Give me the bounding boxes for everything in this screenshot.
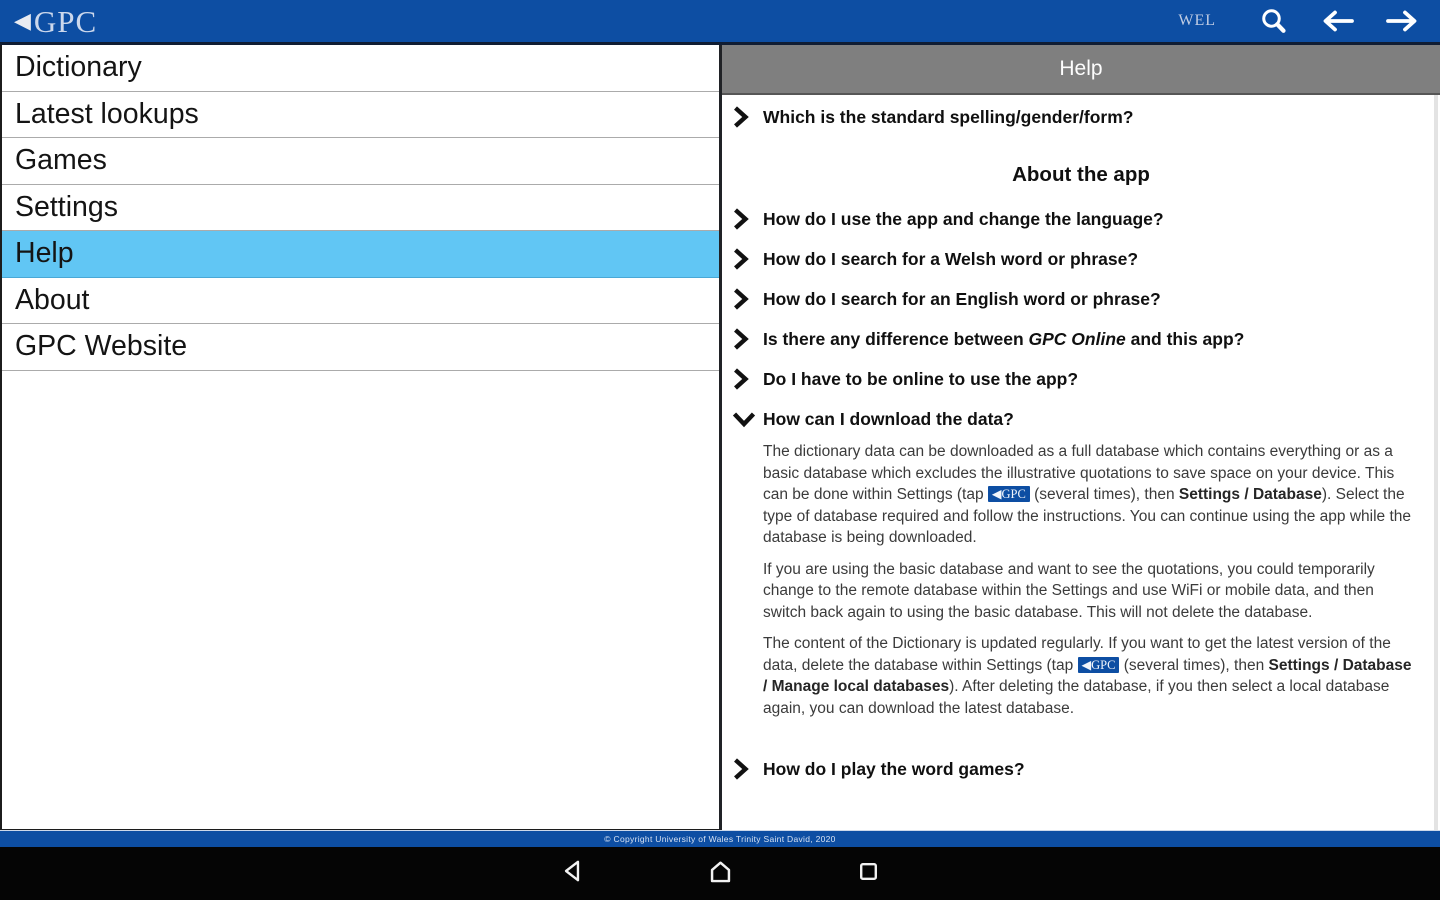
faq-question-text: Do I have to be online to use the app? (763, 368, 1079, 389)
chevron-right-icon (732, 288, 756, 310)
back-button[interactable] (1318, 3, 1358, 39)
faq-question-which-is-the-standard-spelling-gender-form[interactable] (722, 97, 1440, 137)
menu-item-dictionary[interactable] (2, 45, 719, 92)
faq-question-text: Which is the standard spelling/gender/form? (763, 106, 1134, 127)
menu-item-label: About (15, 283, 90, 316)
nav-recents-button[interactable] (853, 859, 883, 889)
faq-answer (763, 441, 1420, 719)
nav-recents-icon (856, 859, 881, 889)
forward-arrow-icon (1384, 8, 1420, 34)
faq-question-how-do-i-use-the-app-and-change-the-language[interactable] (722, 199, 1440, 239)
menu-item-label: Settings (15, 190, 118, 223)
language-toggle-button[interactable]: WEL (1178, 12, 1216, 29)
menu-item-label: Latest lookups (15, 97, 199, 130)
faq-question-do-i-have-to-be-online-to-use-the-app[interactable] (722, 359, 1440, 399)
inline-gpc-badge: ◀GPC (1078, 657, 1120, 673)
menu-item-games[interactable] (2, 138, 719, 185)
faq-question-is-there-any-difference-between-gpc-online-and-this-app[interactable] (722, 319, 1440, 359)
menu-item-latest-lookups[interactable] (2, 92, 719, 139)
android-navigation-bar (0, 847, 1440, 900)
menu-list (2, 45, 719, 371)
copyright-bar (0, 830, 1440, 847)
menu-item-gpc-website[interactable] (2, 324, 719, 371)
menu-item-label: Dictionary (15, 51, 142, 84)
faq-question-how-do-i-search-for-a-welsh-word-or-phrase[interactable] (722, 239, 1440, 279)
help-content (722, 95, 1440, 830)
topbar-button-group (1230, 3, 1422, 39)
search-icon (1259, 6, 1289, 36)
faq-question-how-do-i-search-for-an-english-word-or-phrase[interactable] (722, 279, 1440, 319)
chevron-down-icon (732, 411, 756, 428)
chevron-right-icon (732, 106, 756, 128)
section-heading: About the app (1012, 163, 1150, 186)
menu-item-help[interactable] (2, 231, 719, 278)
search-button[interactable] (1254, 3, 1294, 39)
chevron-right-icon (732, 248, 756, 270)
app-logo-text: GPC (33, 3, 98, 39)
chevron-right-icon (732, 758, 756, 780)
faq-question-text: How do I play the word games? (763, 758, 1025, 779)
scrollbar[interactable] (1434, 95, 1438, 830)
faq-question-text: How do I use the app and change the language? (763, 208, 1164, 229)
back-arrow-icon (1320, 8, 1356, 34)
menu-item-settings[interactable] (2, 185, 719, 232)
faq-question-how-do-i-play-the-word-games[interactable] (722, 749, 1440, 789)
inline-gpc-badge: ◀GPC (988, 486, 1030, 502)
menu-item-label: Help (15, 237, 74, 270)
top-app-bar (0, 0, 1440, 45)
nav-back-button[interactable] (557, 859, 587, 889)
help-pane (722, 45, 1440, 830)
copyright-text: © Copyright University of Wales Trinity Saint David, 2020 (604, 834, 836, 844)
faq-question-text: How can I download the data? (763, 408, 1014, 429)
faq-answer-paragraph: The content of the Dictionary is updated regularly. If you want to get the latest version of the data, delete the database within Settings (tap ◀GPC (several times), then Settings / Database / Manage local databases). After deleting the database, if you then select a local database again, you can download the latest database. (763, 635, 1412, 717)
faq-question-text: Is there any difference between GPC Online and this app? (763, 328, 1245, 349)
menu-item-about[interactable] (2, 278, 719, 325)
chevron-right-icon (732, 208, 756, 230)
nav-home-icon (707, 858, 734, 890)
menu-item-label: GPC Website (15, 330, 188, 363)
faq-answer-paragraph: The dictionary data can be downloaded as a full database which contains everything or as a basic database which excludes the illustrative quotations to save space on your device. This can be done within Settings (tap ◀GPC (several times), then Settings / Database). Select the type of database required and follow the instructions. You can continue using the app while the database is being downloaded. (763, 443, 1412, 546)
faq-question-text: How do I search for an English word or phrase? (763, 288, 1161, 309)
forward-button[interactable] (1382, 3, 1422, 39)
faq-answer-paragraph: If you are using the basic database and want to see the quotations, you could temporarily change to the remote database within the Settings and use WiFi or mobile data, and then switch back again to using the basic database. This will not delete the database. (763, 560, 1375, 621)
chevron-right-icon (732, 368, 756, 390)
menu-item-label: Games (15, 144, 107, 177)
chevron-right-icon (732, 328, 756, 350)
nav-back-icon (559, 858, 585, 889)
faq-question-how-can-i-download-the-data[interactable] (722, 399, 1440, 439)
help-panel-title: Help (722, 45, 1440, 95)
navigation-menu-pane (0, 45, 722, 830)
app-logo-button[interactable] (14, 3, 98, 39)
nav-home-button[interactable] (705, 859, 735, 889)
faq-question-text: How do I search for a Welsh word or phrase? (763, 248, 1139, 269)
faq-list (722, 97, 1440, 789)
logo-back-triangle-icon: ◀ (14, 8, 31, 33)
